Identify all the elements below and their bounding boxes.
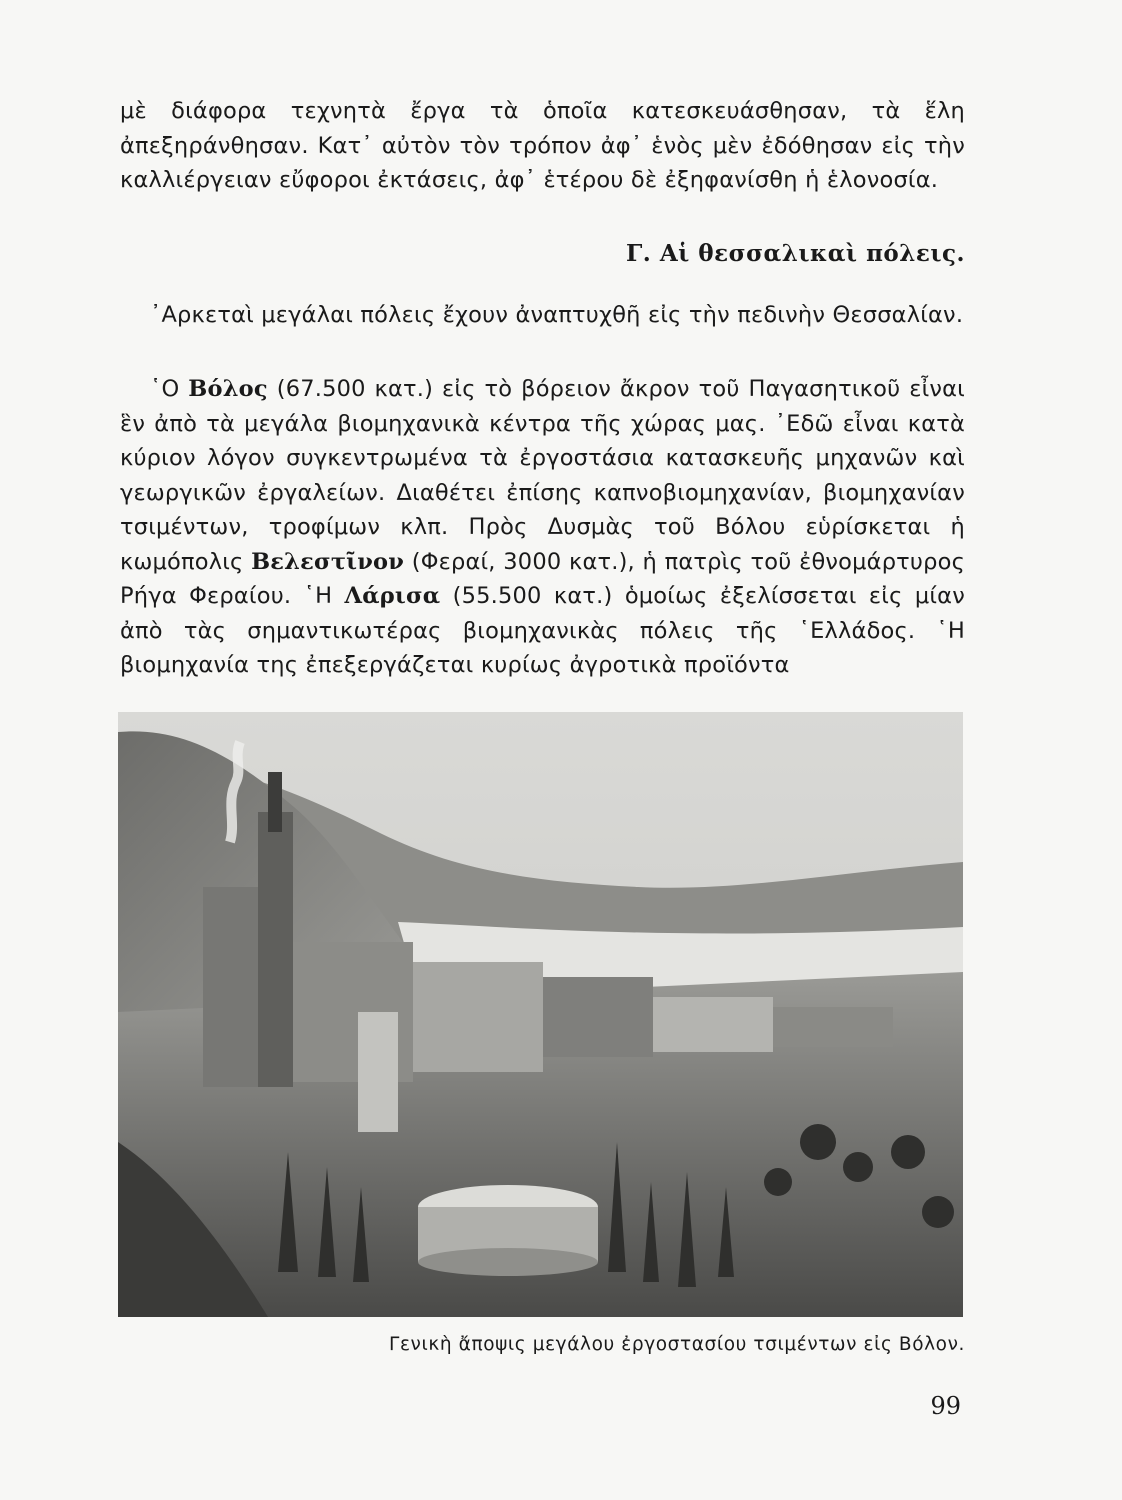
page-number: 99	[930, 1392, 961, 1420]
place-velestino: Βελεστῖνον	[251, 548, 405, 575]
place-volos: Βόλος	[188, 376, 268, 402]
paragraph-volos	[120, 372, 965, 683]
text-run: (Φεραί, 3000 κατ.), ἡ πατρὶς τοῦ ἐθνομάρτυρος Ρήγα Φεραίου. ῾Η	[120, 548, 965, 609]
text-run: ῾Ο	[150, 376, 189, 402]
photo-caption: Γενικὴ ἄποψις μεγάλου ἐργοστασίου τσιμέντων εἰς Βόλον.	[389, 1334, 965, 1355]
paragraph-2: ᾽Αρκεταὶ μεγάλαι πόλεις ἔχουν ἀναπτυχθῆ εἰς τὴν πεδινὴν Θεσσαλίαν.	[150, 302, 964, 328]
section-heading: Γ. Αἱ θεσσαλικαὶ πόλεις.	[625, 240, 965, 267]
paragraph-1: μὲ διάφορα τεχνητὰ ἔργα τὰ ὁποῖα κατεσκευάσθησαν, τὰ ἕλη ἀπεξηράνθησαν. Κατ᾽ αὐτὸν τὸν τρόπον ἀφ᾽ ἑνὸς μὲν ἐδόθησαν εἰς τὴν καλλιέργειαν εὔφοροι ἐκτάσεις, ἀφ᾽ ἑτέρου δὲ ἐξηφανίσθη ἡ ἑλονοσία.	[120, 98, 965, 193]
factory-photo-illustration	[118, 712, 963, 1317]
text-run: (67.500 κατ.) εἰς τὸ βόρειον ἄκρον τοῦ Παγασητικοῦ εἶναι ἓν ἀπὸ τὰ μεγάλα βιομηχανικὰ κέντρα τῆς χώρας μας. ᾽Εδῶ εἶναι κατὰ κύριον λόγον συγκεντρωμένα τὰ ἐργοστάσια κατασκευῆς μηχανῶν καὶ γεωργικῶν ἐργαλείων. Διαθέτει ἐπίσης καπνοβιομηχανίαν, βιομηχανίαν τσιμέντων, τροφίμων κλπ. Πρὸς Δυσμὰς τοῦ Βόλου εὑρίσκεται ἡ κωμόπολις	[120, 376, 965, 575]
cement-factory-photo	[118, 712, 963, 1317]
paragraph-3	[120, 372, 965, 683]
place-larisa: Λάρισα	[344, 583, 441, 609]
paragraph-drainage	[120, 94, 965, 198]
text-run: (55.500 κατ.) ὁμοίως ἐξελίσσεται εἰς μίαν ἀπὸ τὰς σημαντικωτέρας βιομηχανικὰς πόλεις τῆς ῾Ελλάδος. ῾Η βιομηχανία της ἐπεξεργάζεται κυρίως ἀγροτικὰ προϊόντα	[120, 583, 965, 678]
paragraph-cities-intro	[120, 298, 965, 333]
